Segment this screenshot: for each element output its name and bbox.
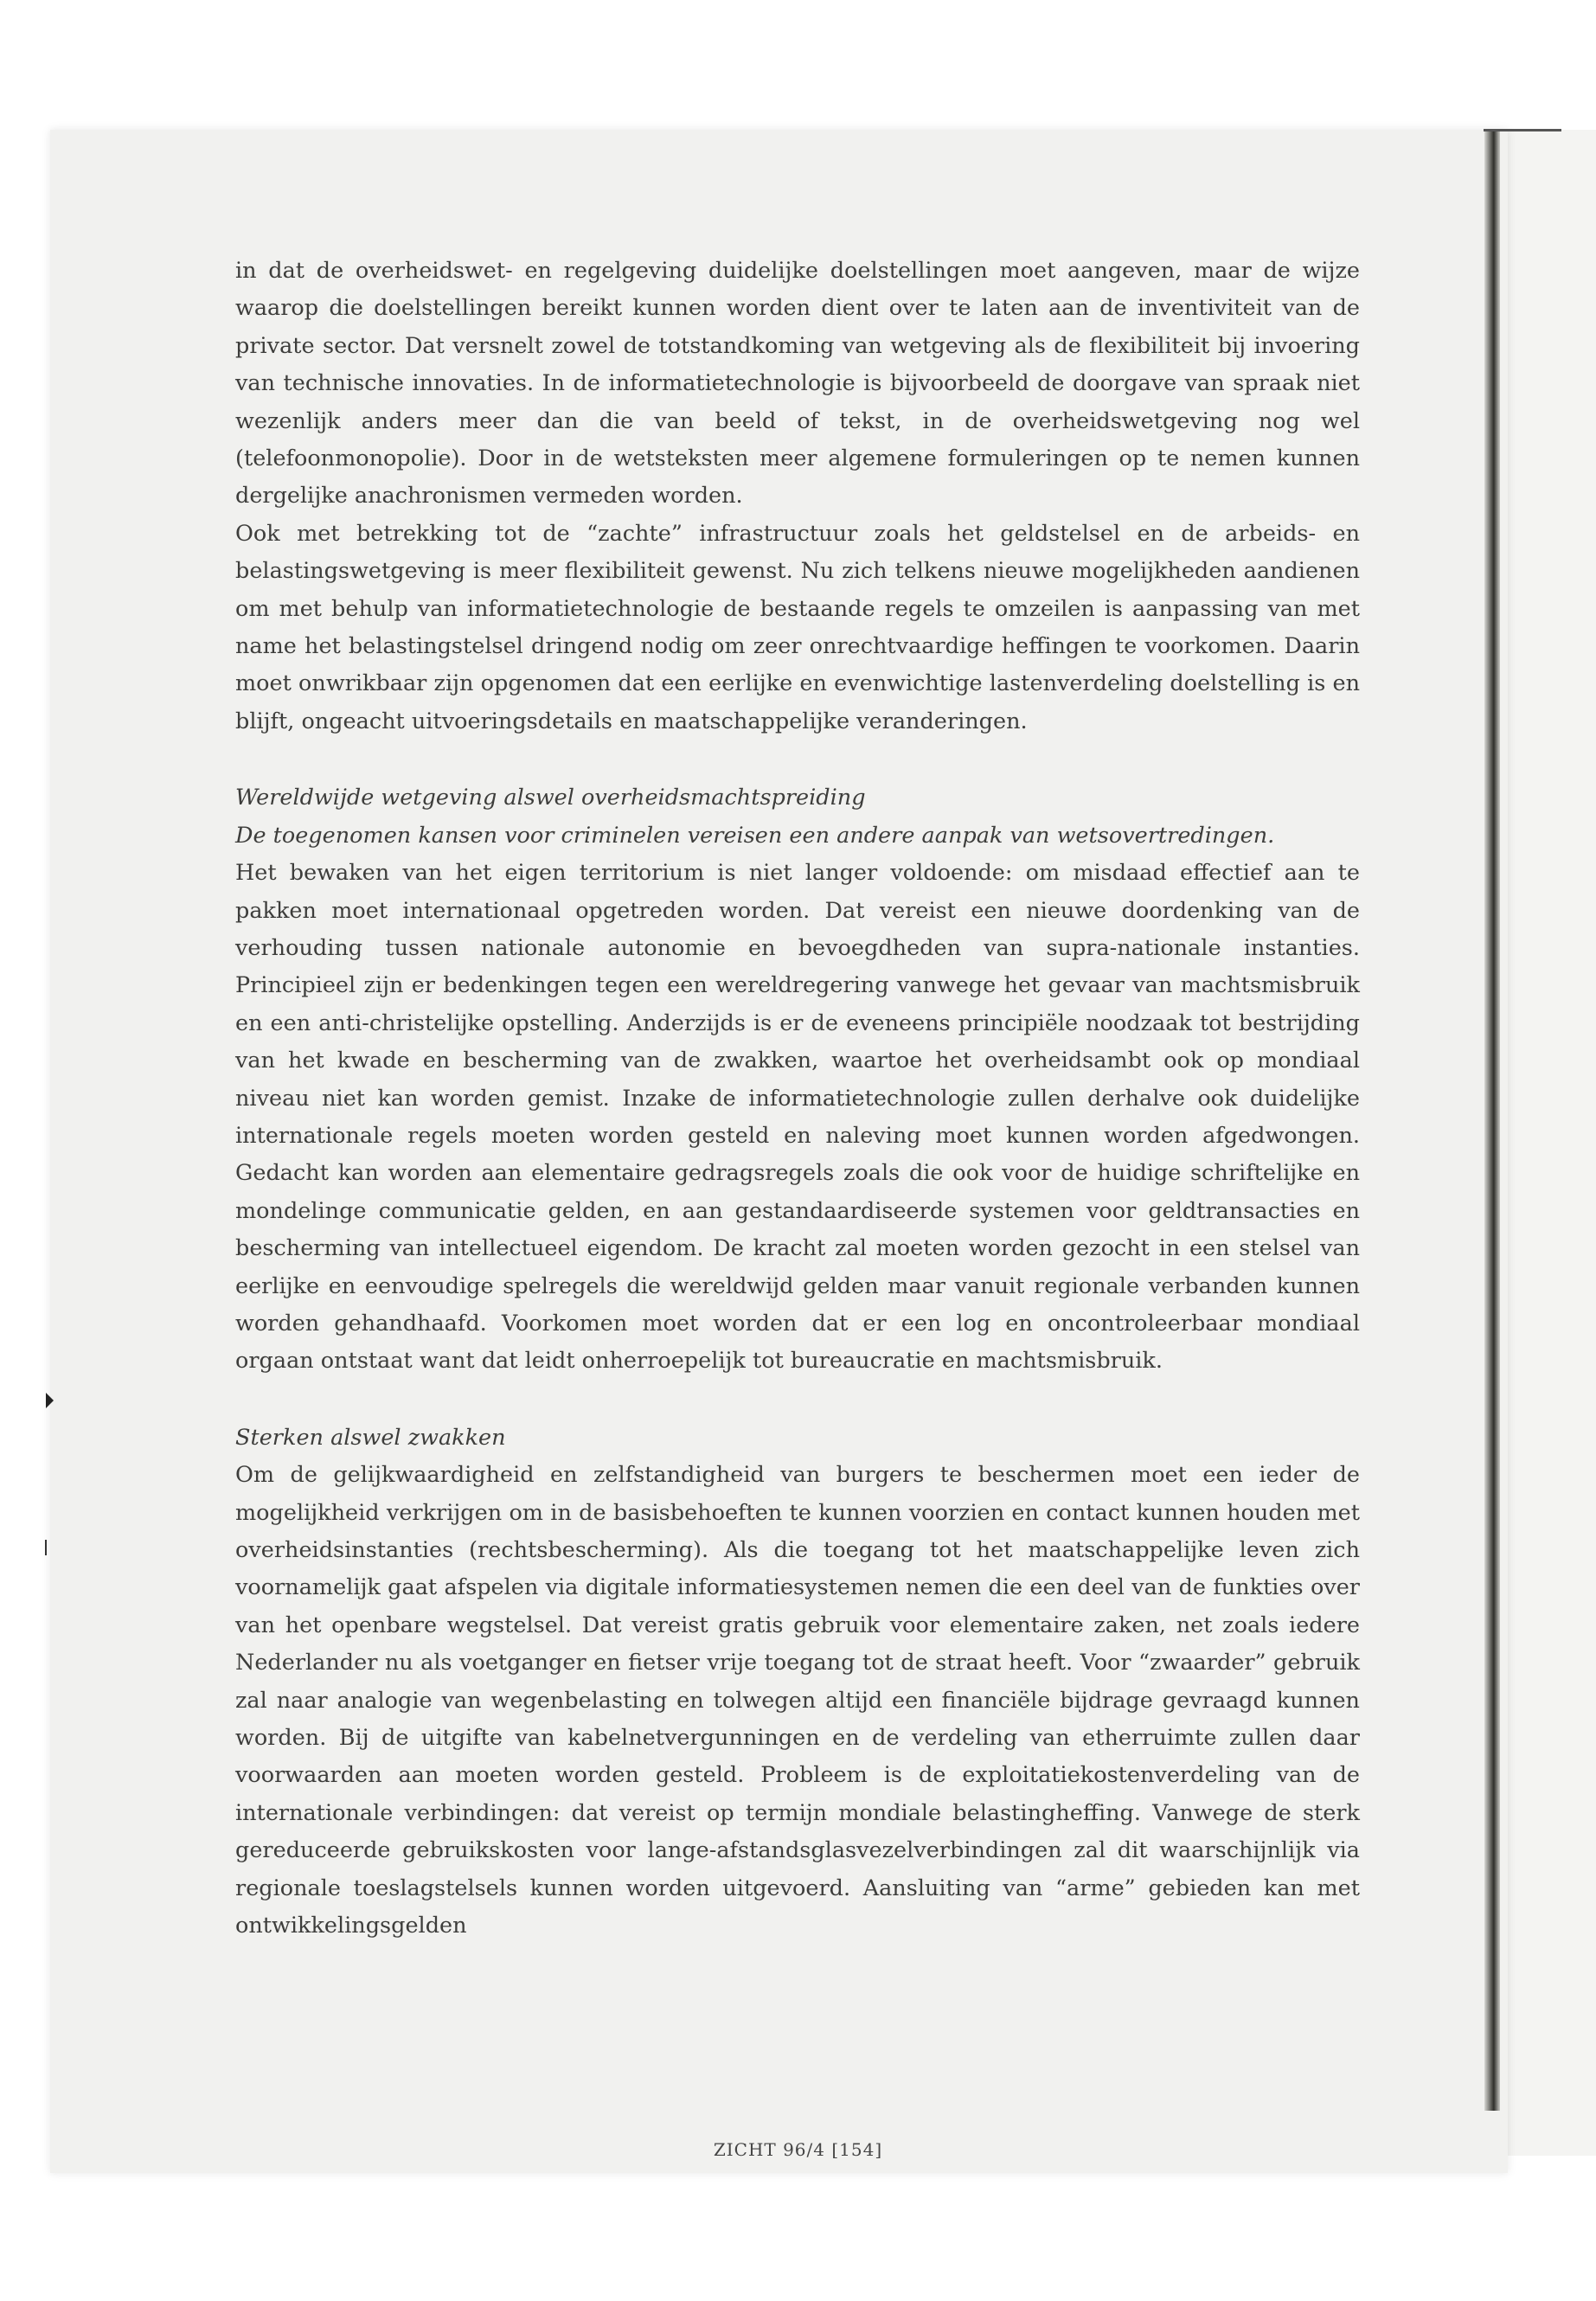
paragraph-4: Om de gelijkwaardigheid en zelfstandigheid van burgers te beschermen moet een ieder de mogelijkheid verkrijgen om in de basisbehoeften te kunnen voorzien en contact kunnen houden met overheidsinstanties (rechtsbescherming). Als die toegang tot het maatschappelijke leven zich voornamelijk gaat afspelen via digitale informatiesystemen nemen die een deel van de funkties over van het openbare wegstelsel. Dat vereist gratis gebruik voor elementaire zaken, net zoals iedere Nederlander nu als voetganger en fietser vrije toegang tot de straat heeft. Voor “zwaarder” gebruik zal naar analogie van wegenbelasting en tolwegen altijd een financiële bijdrage gevraagd kunnen worden. Bij de uitgifte van kabelnetvergunningen en de verdeling van etherruimte zullen daar voorwaarden aan moeten worden gesteld. Probleem is de exploitatiekostenverdeling van de internationale verbindingen: dat vereist op termijn mondiale belastingheffing. Vanwege de sterk gereduceerde gebruikskosten voor lange-afstandsglasvezelverbindingen zal dit waarschijnlijk via regionale toeslagstelsels kunnen worden uitgevoerd. Aansluiting van “arme” gebieden kan met ontwikkelingsgelden — [235, 1462, 1360, 1939]
next-page-edge — [1503, 130, 1596, 2156]
section-gap — [235, 1381, 1360, 1420]
paragraph-2: Ook met betrekking tot de “zachte” infrastructuur zoals het geldstelsel en de arbeids- en belastingswetgeving is meer flexibiliteit gewenst. Nu zich telkens nieuwe mogelijkheden aandienen om met behulp van informatietechnologie de bestaande regels te omzeilen is aanpassing van met name het belastingstelsel dringend nodig om zeer onrechtvaardige heffingen te voorkomen. Daarin moet onwrikbaar zijn opgenomen dat een eerlijke en evenwichtige lastenverdeling doelstelling is en blijft, ongeacht uitvoeringsdetails en maatschappelijke veranderingen. — [235, 520, 1360, 734]
section-gap — [235, 740, 1360, 779]
page-edge-marker — [46, 1393, 54, 1408]
page-edge-dash — [45, 1540, 47, 1555]
article-body — [235, 253, 1360, 1945]
section-heading-sterken-zwakken: Sterken alswel zwakken — [235, 1424, 506, 1451]
section-heading-wereldwijde-wetgeving: Wereldwijde wetgeving alswel overheidsmachtspreiding — [235, 785, 866, 811]
page-footer-reference: ZICHT 96/4 [154] — [713, 2139, 883, 2160]
paragraph-3: Het bewaken van het eigen territorium is niet langer voldoende: om misdaad effectief aan te pakken moet internationaal opgetreden worden. Dat vereist een nieuwe doordenking van de verhouding tussen nationale autonomie en bevoegdheden van supra-nationale instanties. Principieel zijn er bedenkingen tegen een wereldregering vanwege het gevaar van machtsmisbruik en een anti-christelijke opstelling. Anderzijds is er de eveneens principiële noodzaak tot bestrijding van het kwade en bescherming van de zwakken, waartoe het overheidsambt ook op mondiaal niveau niet kan worden gemist. Inzake de informatietechnologie zullen derhalve ook duidelijke internationale regels moeten worden gesteld en naleving moet kunnen worden afgedwongen. Gedacht kan worden aan elementaire gedragsregels zoals die ook voor de huidige schriftelijke en mondelinge communicatie gelden, en aan gestandaardiseerde systemen voor geldtransacties en bescherming van intellectueel eigendom. De kracht zal moeten worden gezocht in een stelsel van eerlijke en eenvoudige spelregels die wereldwijd gelden maar vanuit regionale verbanden kunnen worden gehandhaafd. Voorkomen moet worden dat er een log en oncontroleerbaar mondiaal orgaan ontstaat want dat leidt onherroepelijk tot bureaucratie en machtsmisbruik. — [235, 860, 1360, 1375]
paragraph-1: in dat de overheidswet- en regelgeving duidelijke doelstellingen moet aangeven, maar de wijze waarop die doelstellingen bereikt kunnen worden dient over te laten aan de inventiviteit van de private sector. Dat versnelt zowel de totstandkoming van wetgeving als de flexibiliteit bij invoering van technische innovaties. In de informatietechnologie is bijvoorbeeld de doorgave van spraak niet wezenlijk anders meer dan die van beeld of tekst, in de overheidswetgeving nog wel (telefoonmonopolie). Door in de wetsteksten meer algemene formuleringen op te nemen kunnen dergelijke anachronismen vermeden worden. — [235, 258, 1360, 510]
section-lead-sentence: De toegenomen kansen voor criminelen vereisen een andere aanpak van wetsovertredingen. — [235, 822, 1275, 849]
spine-top-mark — [1484, 129, 1561, 131]
book-spine — [1484, 130, 1500, 2111]
